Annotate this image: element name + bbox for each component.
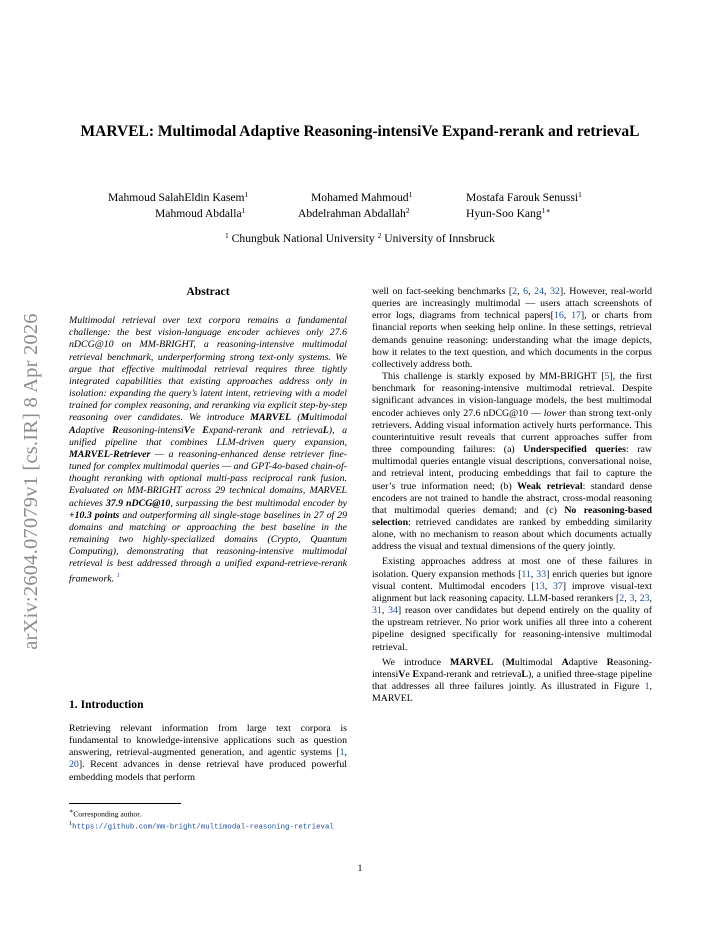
author-affil-mark: 1: [578, 190, 582, 199]
citation-link[interactable]: 5: [604, 371, 610, 383]
footnote-corresponding: ∗Corresponding author.: [69, 808, 142, 819]
page-number: 1: [357, 863, 363, 874]
author-affil-mark: 1∗: [541, 206, 551, 215]
author: [108, 190, 248, 206]
author: [311, 190, 412, 206]
affiliation: University of Innsbruck: [384, 232, 495, 245]
footnotes: [69, 807, 349, 833]
footnote-link[interactable]: 1: [116, 572, 120, 580]
author-affil-mark: 1: [408, 190, 413, 199]
footnote-rule: [69, 803, 181, 804]
code-repo-link[interactable]: https://github.com/mm-bright/multimodal-reasoning-retrieval: [72, 823, 334, 832]
citation-link[interactable]: 33: [536, 568, 547, 580]
citation-link[interactable]: 11: [521, 568, 531, 580]
intro-paragraph-3: Existing approaches address at most one of these failures in isolation. Query expansion methods [11, 33] enrich queries but ignore visual content. Multimodal encoders [13, 37] improve visual-text alignment but lack reasoning capacity. LLM-based rerankers [2, 3, 23, 31, 34] reason over candidates but depend entirely on the quality of the upstream retriever. No prior work unifies all three into a coherent pipeline designed specifically for reasoning-intensive multimodal retrieval.: [372, 556, 653, 653]
citation-link[interactable]: 6: [523, 286, 529, 297]
author-name: Hyun-Soo Kang: [466, 207, 542, 220]
intro-paragraph-1-continued: well on fact-seeking benchmarks [2, 6, 24, 32]. However, real-world queries are increasingly multimodal — users attach screenshots of error logs, diagrams from technical papers[16, 17], or charts from financial reports when seeking help online. In these settings, retrieval demands genuine reasoning: understanding what the image depicts, how it relates to the text question, and which documents in the corpus collectively address both.: [372, 286, 653, 370]
author: [466, 190, 582, 206]
author-affil-mark: 2: [405, 206, 410, 215]
author-affil-mark: 1: [241, 206, 246, 215]
citation-link[interactable]: 37: [552, 580, 563, 592]
affiliation: Chungbuk National University: [231, 232, 375, 245]
author: [155, 206, 245, 222]
citation-link[interactable]: 17: [571, 310, 581, 322]
left-column: [69, 286, 347, 586]
figure-link[interactable]: 1: [644, 681, 650, 692]
arxiv-stamp: [18, 266, 44, 696]
citation-link[interactable]: 13: [534, 580, 545, 592]
right-column: [372, 286, 652, 705]
author-name: Abdelrahman Abdallah: [298, 207, 406, 220]
affil-mark: 1: [225, 231, 229, 240]
citation-link[interactable]: 16: [553, 310, 564, 322]
author-affil-mark: 1: [244, 190, 249, 199]
citation-link[interactable]: 2: [512, 286, 518, 297]
affil-mark: 2: [377, 231, 382, 240]
paper-title: MARVEL: Multimodal Adaptive Reasoning-intensiVe Expand-rerank and retrievaL: [80, 123, 640, 140]
citation-link[interactable]: 20: [69, 759, 79, 771]
citation-link[interactable]: 2: [619, 592, 625, 604]
affiliations: [70, 232, 650, 246]
citation-link[interactable]: 3: [629, 592, 635, 604]
arxiv-stamp-text: arXiv:2604.07079v1 [cs.IR] 8 Apr 2026: [19, 312, 42, 650]
intro-paragraph-4: We introduce MARVEL (Multimodal Adaptive Reasoning-intensiVe Expand-rerank and retrievaL), a unified three-stage pipeline that addresses all three failures jointly. As illustrated in Figure 1, MARVEL: [372, 656, 653, 705]
intro-paragraph-1: Retrieving relevant information from large text corpora is fundamental to knowledge-intensive applications such as question answering, retrieval-augmented generation, and agentic systems [1, 20]. Recent advances in dense retrieval have produced powerful embedding models that perform: [69, 723, 347, 783]
author-name: Mahmoud Abdalla: [155, 207, 242, 220]
intro-paragraph-2: This challenge is starkly exposed by MM-BRIGHT [5], the first benchmark for reasoning-intensive multimodal retrieval. Despite significant advances in vision-language models, the best multimodal encoder achieves only 27.6 nDCG@10 — lower than strong text-only retrievers. Adding visual information actively hurts performance. This counterintuitive result reveals that current approaches suffer from three compounding failures: (a) Underspecified queries: raw multimodal queries entangle visual descriptions, conversational noise, and retrieval intent, producing embeddings that fail to capture the user’s true information need; (b) Weak retrieval: standard dense encoders are not trained to handle the abstract, cross-modal reasoning that multimodal queries demand; and (c) No reasoning-based selection: retrieved candidates are ranked by embedding similarity alone, with no mechanism to reason about which documents actually address the visual and textual dimensions of the query jointly.: [372, 371, 653, 553]
citation-link[interactable]: 32: [550, 286, 560, 297]
citation-link[interactable]: 24: [534, 286, 544, 297]
author-name: Mahmoud SalahEldin Kasem: [108, 191, 245, 204]
citation-link[interactable]: 34: [388, 605, 398, 617]
author-name: Mostafa Farouk Senussi: [466, 191, 579, 204]
footnote-code-link: $^1$https://github.com/mm-bright/multimodal-reasoning-retrieval: [69, 820, 334, 832]
section-heading-introduction: 1. Introduction: [69, 698, 144, 711]
citation-link[interactable]: 31: [372, 605, 382, 617]
abstract-heading: Abstract: [186, 285, 230, 298]
abstract-text: Multimodal retrieval over text corpora remains a fundamental challenge: the best vision-language encoder achieves only 27.6 nDCG@10 on MM-BRIGHT, a reasoning-intensive multimodal retrieval benchmark, underperforming strong text-only systems. We argue that effective multimodal retrieval requires three tightly integrated capabilities that existing approaches address only in isolation: expanding the query’s latent intent, retrieving with a model trained for complex reasoning, and reranking via explicit step-by-step reasoning over candidates. We introduce MARVEL (Multimodal Adaptive Reasoning-intensiVe Expand-rerank and retrievaL), a unified pipeline that combines LLM-driven query expansion, MARVEL-Retriever — a reasoning-enhanced dense retriever fine-tuned for complex multimodal queries — and GPT-4o-based chain-of-thought reranking with optional multi-pass reciprocal rank fusion. Evaluated on MM-BRIGHT across 29 technical domains, MARVEL achieves 37.9 nDCG@10, surpassing the best multimodal encoder by +10.3 points and outperforming all single-stage baselines in 27 of 29 domains and matching or approaching the best baseline in the remaining two highly-specialized domains (Crypto, Quantum Computing), demonstrating that reasoning-intensive multimodal retrieval is best addressed through a unified expand-retrieve-rerank framework. $^1$: [69, 315, 347, 585]
author: [466, 206, 551, 222]
author: [298, 206, 410, 222]
author-name: Mohamed Mahmoud: [311, 191, 409, 204]
citation-link[interactable]: 23: [639, 592, 650, 604]
citation-link[interactable]: 1: [339, 747, 345, 759]
